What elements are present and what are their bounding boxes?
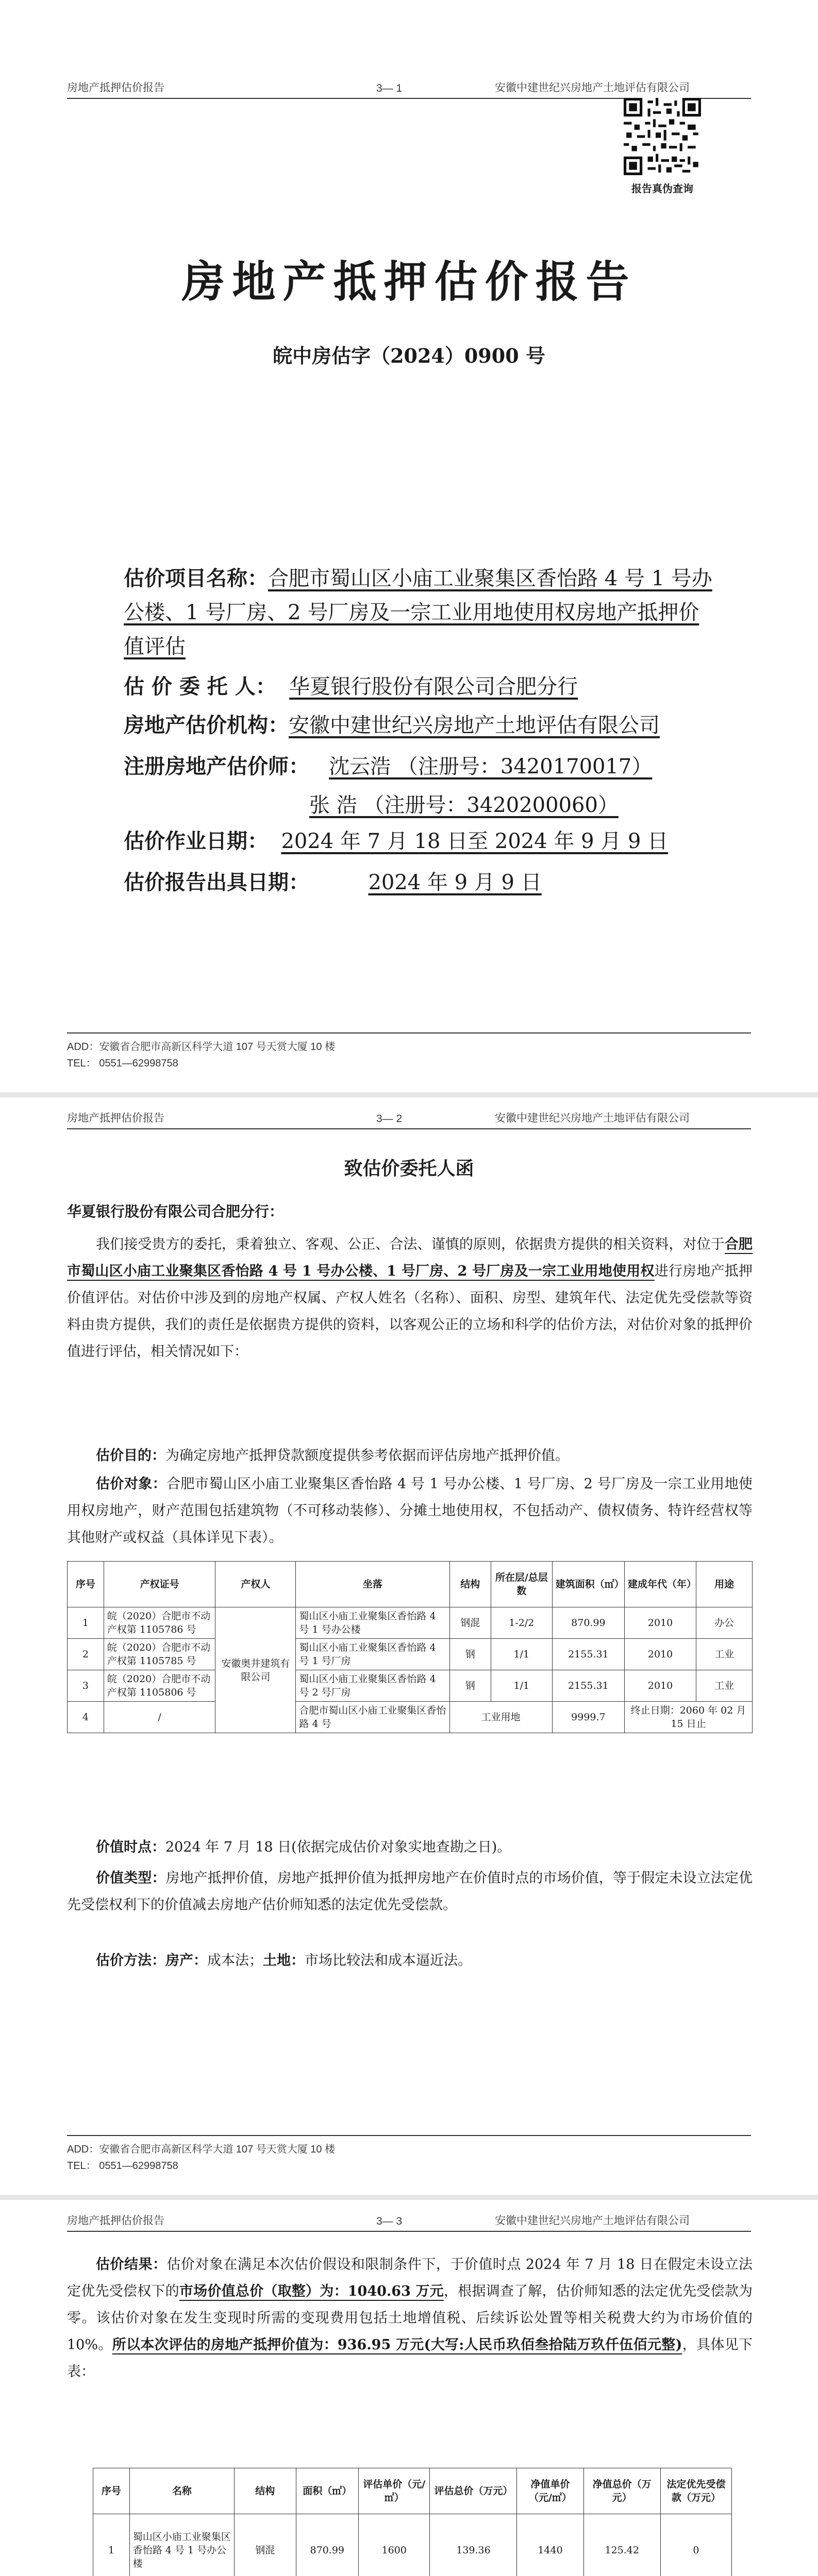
cell: 工业用地 xyxy=(449,1702,552,1733)
cell: 蜀山区小庙工业聚集区香怡路 4 号 1 号办公楼 xyxy=(129,2514,234,2576)
col-header: 结构 xyxy=(449,1562,491,1607)
cell: 2010 xyxy=(625,1607,696,1639)
cell: 1600 xyxy=(358,2514,430,2576)
header-left: 房地产抵押估价报告 xyxy=(67,2215,164,2227)
page-footer xyxy=(67,2135,751,2174)
issuedate-value: 2024 年 9 月 9 日 xyxy=(368,871,542,894)
market-value-total: 市场价值总价（取整）为：1040.63 万元 xyxy=(179,2283,444,2299)
method-paragraph xyxy=(67,1947,753,1974)
col-header: 法定优先受偿款（万元） xyxy=(660,2468,731,2514)
cell: 2155.31 xyxy=(552,1670,624,1702)
cell: 3 xyxy=(68,1670,104,1702)
cover-page xyxy=(0,0,818,1092)
cell: 终止日期：2060 年 02 月 15 日止 xyxy=(625,1702,753,1733)
cell: 2155.31 xyxy=(552,1639,624,1670)
col-header: 名称 xyxy=(129,2468,234,2514)
col-header: 序号 xyxy=(93,2468,130,2514)
client-value: 华夏银行股份有限公司合肥分行 xyxy=(289,675,578,699)
page-header xyxy=(67,1108,751,1129)
cell: 皖（2020）合肥市不动产权第 1105806 号 xyxy=(104,1670,215,1702)
col-header: 序号 xyxy=(68,1562,104,1607)
letter-addressee: 华夏银行股份有限公司合肥分行： xyxy=(67,1203,284,1220)
col-header: 用途 xyxy=(696,1562,753,1607)
cell: 2 xyxy=(68,1639,104,1670)
cell: 1/1 xyxy=(491,1670,552,1702)
agency-value: 安徽中建世纪兴房地产土地评估有限公司 xyxy=(289,714,660,737)
workdate-field xyxy=(124,824,668,858)
object-value: 合肥市蜀山区小庙工业聚集区香怡路 4 号 1 号办公楼、1 号厂房、2 号厂房及一宗工业用地使用权房地产，财产范围包括建筑物（不可移动装修）、分摊土地使用权，不包括动产、债权债务、特许经营权等其他财产或权益（具体详见下表）。 xyxy=(67,1476,753,1546)
valuer-label: 注册房地产估价师： xyxy=(124,754,309,778)
cell: 钢混 xyxy=(234,2514,296,2576)
footer-address: ADD：安徽省合肥市高新区科学大道 107 号天赏大厦 10 楼 xyxy=(67,1041,336,1053)
table-row xyxy=(93,2514,732,2576)
header-left: 房地产抵押估价报告 xyxy=(67,82,164,94)
cell: 1 xyxy=(68,1607,104,1639)
letter-page xyxy=(0,1097,818,2195)
result-text-c: ，根据调查了解，估价师知悉的法定优先受偿款为零。该估价对象在发生变现时所需的变现费用包括土地增值税、后续诉讼处置等相关税费大约为市场价值的 10%。 xyxy=(67,2283,753,2353)
qr-code-icon[interactable] xyxy=(624,98,701,175)
project-name-field xyxy=(124,562,716,664)
table-row xyxy=(68,1702,753,1733)
col-header: 评估总价（万元） xyxy=(430,2468,517,2514)
header-right: 安徽中建世纪兴房地产土地评估有限公司 xyxy=(495,82,690,94)
col-header: 净值总价（万元） xyxy=(583,2468,660,2514)
result-paragraph xyxy=(67,2251,753,2385)
col-header: 结构 xyxy=(234,2468,296,2514)
table-row xyxy=(68,1670,753,1702)
footer-tel: TEL： 0551—62998758 xyxy=(67,2160,178,2172)
method-b-value: 市场比较法和成本逼近法。 xyxy=(305,1953,472,1969)
valuer-field xyxy=(124,750,652,784)
value-type-label: 价值类型： xyxy=(96,1870,166,1886)
footer-tel: TEL： 0551—62998758 xyxy=(67,1058,178,1069)
valuation-table xyxy=(93,2468,732,2576)
cell: 蜀山区小庙工业聚集区香怡路 4 号 2 号厂房 xyxy=(296,1670,449,1702)
value-date-value: 2024 年 7 月 18 日(依据完成估价对象实地查勘之日)。 xyxy=(165,1839,511,1855)
cell: 2010 xyxy=(625,1639,696,1670)
qr-caption: 报告真伪查询 xyxy=(631,183,693,195)
cell: 1 xyxy=(93,2514,130,2576)
col-header: 产权证号 xyxy=(104,1562,215,1607)
purpose-paragraph xyxy=(67,1443,753,1469)
result-page xyxy=(0,2200,818,2576)
valuer-1: 沈云浩 （注册号：3420170017） xyxy=(329,755,653,778)
page-header xyxy=(67,2210,751,2232)
cell: 钢 xyxy=(449,1639,491,1670)
valuer-2: 张 浩 （注册号：3420200060） xyxy=(309,793,619,817)
value-type-value: 房地产抵押价值，房地产抵押价值为抵押房地产在价值时点的市场价值，等于假定未设立法定优先受偿权利下的价值减去房地产估价师知悉的法定优先受偿款。 xyxy=(67,1870,753,1913)
cell: 870.99 xyxy=(552,1607,624,1639)
valuer-2-field xyxy=(309,788,619,822)
table-row xyxy=(68,1607,753,1639)
issuedate-field xyxy=(124,866,542,900)
project-name-value: 合肥市蜀山区小庙工业聚集区香怡路 4 号 1 号办公楼、1 号厂房、2 号厂房及一宗工业用地使用权房地产抵押价值评估 xyxy=(124,567,712,658)
table-row xyxy=(68,1639,753,1670)
cell: 9999.7 xyxy=(552,1702,624,1733)
col-header: 所在层/总层数 xyxy=(491,1562,552,1607)
header-page-number: 3— 1 xyxy=(376,82,403,94)
report-title: 房地产抵押估价报告 xyxy=(181,256,637,307)
col-header: 坐落 xyxy=(296,1562,449,1607)
object-label: 估价对象： xyxy=(96,1476,167,1492)
header-page-number: 3— 2 xyxy=(376,1113,403,1125)
cell: 4 xyxy=(68,1702,104,1733)
page-separator xyxy=(0,2195,818,2200)
purpose-value: 为确定房地产抵押贷款额度提供参考依据而评估房地产抵押价值。 xyxy=(165,1448,569,1464)
col-header: 建筑面积（㎡） xyxy=(552,1562,624,1607)
col-header: 评估单价（元/㎡） xyxy=(358,2468,430,2514)
owner-cell: 安徽奥井建筑有限公司 xyxy=(215,1607,296,1733)
method-a-label: 房产： xyxy=(165,1953,207,1969)
mortgage-value-total: 所以本次评估的房地产抵押价值为：936.95 万元(大写:人民币玖佰叁拾陆万玖仟伍佰元整) xyxy=(112,2337,682,2353)
cell: 870.99 xyxy=(296,2514,358,2576)
value-type-paragraph xyxy=(67,1865,753,1919)
cell: 139.36 xyxy=(430,2514,517,2576)
cell: 钢 xyxy=(449,1670,491,1702)
cell: 皖（2020）合肥市不动产权第 1105785 号 xyxy=(104,1639,215,1670)
header-left: 房地产抵押估价报告 xyxy=(67,1112,164,1124)
cell: 钢混 xyxy=(449,1607,491,1639)
cell: 工业 xyxy=(696,1639,753,1670)
method-b-label: 土地： xyxy=(263,1953,305,1969)
cell: 1440 xyxy=(517,2514,583,2576)
cell: 2010 xyxy=(625,1670,696,1702)
result-text-e: ，具体见下表： xyxy=(67,2337,753,2380)
intro-object: 合肥市蜀山区小庙工业聚集区香怡路 4 号 1 号办公楼、1 号厂房、2 号厂房及一宗工业用地使用权 xyxy=(67,1236,753,1279)
purpose-label: 估价目的： xyxy=(96,1448,165,1464)
col-header: 面积（㎡） xyxy=(296,2468,358,2514)
cell: 合肥市蜀山区小庙工业聚集区香怡路 4 号 xyxy=(296,1702,449,1733)
footer-address: ADD：安徽省合肥市高新区科学大道 107 号天赏大厦 10 楼 xyxy=(67,2144,336,2155)
project-name-label: 估价项目名称： xyxy=(124,566,268,590)
object-paragraph xyxy=(67,1471,753,1551)
agency-label: 房地产估价机构： xyxy=(124,713,289,737)
workdate-value: 2024 年 7 月 18 日至 2024 年 9 月 9 日 xyxy=(281,829,669,853)
intro-part-a: 我们接受贵方的委托，秉着独立、客观、公正、合法、谨慎的原则，依据贵方提供的相关资料，对位于 xyxy=(96,1236,725,1252)
property-table xyxy=(67,1561,753,1733)
col-header: 产权人 xyxy=(215,1562,296,1607)
cell: 皖（2020）合肥市不动产权第 1105786 号 xyxy=(104,1607,215,1639)
document-number: 皖中房估字（2024）0900 号 xyxy=(273,344,545,367)
cell: 蜀山区小庙工业聚集区香怡路 4 号 1 号办公楼 xyxy=(296,1607,449,1639)
client-label: 估 价 委 托 人： xyxy=(124,674,276,699)
intro-part-c: 进行房地产抵押价值评估。对估价中涉及到的房地产权属、产权人姓名（名称）、面积、房型、建筑年代、法定优先受偿款等资料由贵方提供，我们的责任是依据贵方提供的资料，以客观公正的立场和科学的估价方法，对估价对象的抵押价值进行评估，相关情况如下： xyxy=(67,1263,753,1360)
cell: 125.42 xyxy=(583,2514,660,2576)
header-right: 安徽中建世纪兴房地产土地评估有限公司 xyxy=(495,2215,690,2227)
letter-intro xyxy=(67,1231,753,1365)
client-field xyxy=(124,670,578,704)
table-header-row xyxy=(93,2468,732,2514)
issuedate-label: 估价报告出具日期： xyxy=(124,870,309,894)
header-page-number: 3— 3 xyxy=(376,2215,403,2227)
method-label: 估价方法： xyxy=(96,1953,165,1969)
col-header: 净值单价（元/㎡） xyxy=(517,2468,583,2514)
page-separator xyxy=(0,1092,818,1097)
method-a-value: 成本法； xyxy=(207,1953,263,1969)
cell: 0 xyxy=(660,2514,731,2576)
value-date-paragraph xyxy=(67,1834,753,1861)
cell: 蜀山区小庙工业聚集区香怡路 4 号 1 号厂房 xyxy=(296,1639,449,1670)
table-header-row xyxy=(68,1562,753,1607)
value-date-label: 价值时点： xyxy=(96,1839,165,1855)
cell: 1/1 xyxy=(491,1639,552,1670)
header-right: 安徽中建世纪兴房地产土地评估有限公司 xyxy=(495,1112,690,1124)
letter-title: 致估价委托人函 xyxy=(344,1158,474,1179)
page-header xyxy=(67,77,751,99)
cell: 1-2/2 xyxy=(491,1607,552,1639)
workdate-label: 估价作业日期： xyxy=(124,829,268,853)
cell: / xyxy=(104,1702,215,1733)
result-label: 估价结果： xyxy=(96,2257,167,2273)
page-footer xyxy=(67,1032,751,1072)
col-header: 建成年代（年） xyxy=(625,1562,696,1607)
result-text-a: 估价对象在满足本次估价假设和限制条件下，于价值时点 2024 年 7 月 18 日在假定未设立法定优先受偿权下的 xyxy=(67,2257,753,2299)
cell: 工业 xyxy=(696,1670,753,1702)
agency-field xyxy=(124,708,660,742)
cell: 办公 xyxy=(696,1607,753,1639)
